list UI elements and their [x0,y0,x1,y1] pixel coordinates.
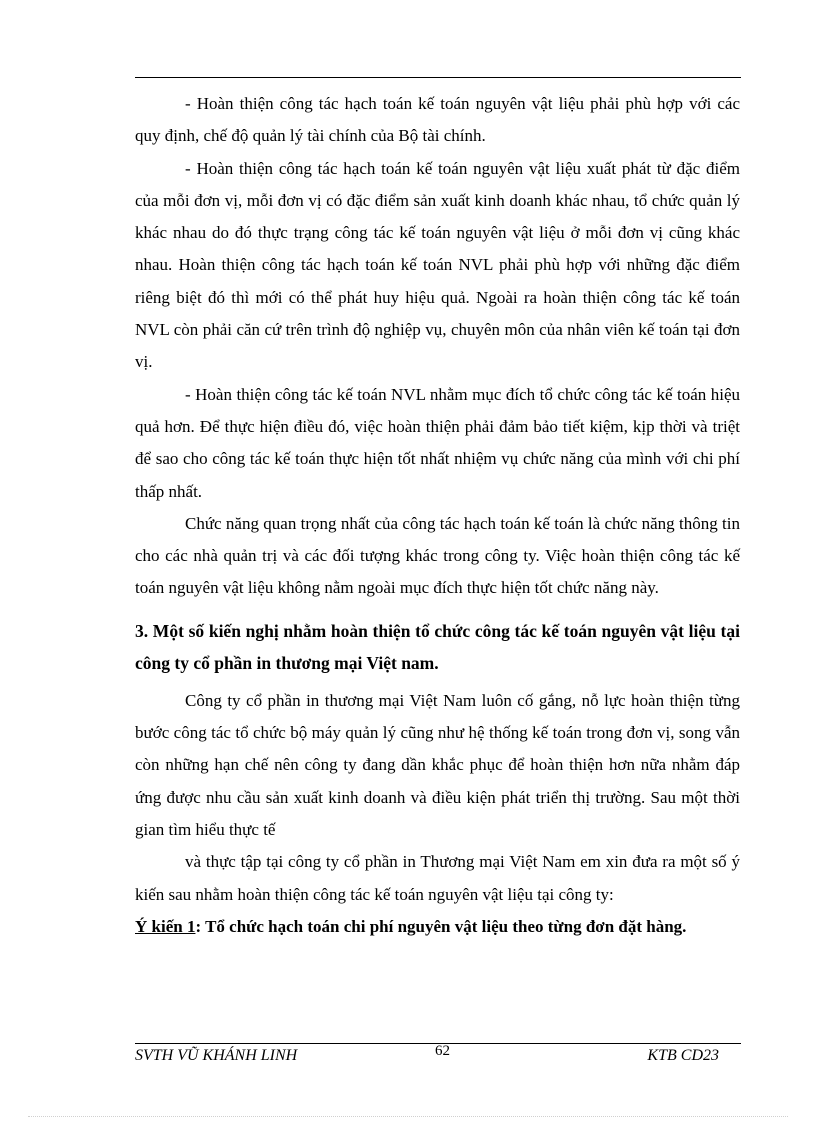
idea-label: Ý kiến 1 [135,916,196,936]
paragraph-4: Chức năng quan trọng nhất của công tác hạch toán kế toán là chức năng thông tin cho các nhà quản trị và các đối tượng khác trong công ty. Việc hoàn thiện công tác kế toán nguyên vật liệu không nằm ngoài mục đích thực hiện tốt chức năng này. [135,513,740,598]
footer-author: SVTH VŨ KHÁNH LINH [135,1047,298,1064]
idea-text: : Tổ chức hạch toán chi phí nguyên vật liệu theo từng đơn đặt hàng. [195,916,687,936]
paragraph-1: - Hoàn thiện công tác hạch toán kế toán nguyên vật liệu phải phù hợp với các quy định, chế độ quản lý tài chính của Bộ tài chính. [135,94,740,146]
idea-1 [135,911,740,943]
page-number: 62 [435,1043,450,1059]
header-rule [135,77,741,78]
page-edge-divider [28,1116,788,1117]
paragraph-2: - Hoàn thiện công tác hạch toán kế toán nguyên vật liệu xuất phát từ đặc điểm của mỗi đơn vị, mỗi đơn vị có đặc điểm sản xuất kinh doanh khác nhau, tổ chức quản lý khác nhau do đó thực trạng công tác kế toán nguyên vật liệu ở mỗi đơn vị cũng khác nhau. Hoàn thiện công tác hạch toán kế toán NVL phải phù hợp với những đặc điểm riêng biệt đó thì mới có thể phát huy hiệu quả. Ngoài ra hoàn thiện công tác kế toán NVL còn phải căn cứ trên trình độ nghiệp vụ, chuyên môn của nhân viên kế toán tại đơn vị. [135,158,740,372]
paragraph-6: và thực tập tại công ty cổ phần in Thương mại Việt Nam em xin đưa ra một số ý kiến sau nhằm hoàn thiện công tác kế toán nguyên vật liệu tại công ty: [135,852,740,904]
section-heading: 3. Một số kiến nghị nhằm hoàn thiện tổ chức công tác kế toán nguyên vật liệu tại công ty cổ phần in thương mại Việt nam. [135,620,740,673]
paragraph-3: - Hoàn thiện công tác kế toán NVL nhằm mục đích tổ chức công tác kế toán hiệu quả hơn. Để thực hiện điều đó, việc hoàn thiện phải đảm bảo tiết kiệm, kịp thời và triệt để sao cho công tác kế toán thực hiện tốt nhất nhiệm vụ chức năng của mình với chi phí thấp nhất. [135,384,740,501]
page-body [135,88,740,943]
footer-class-code: KTB CD23 [647,1047,719,1064]
page-footer [135,1045,741,1069]
paragraph-5: Công ty cổ phần in thương mại Việt Nam luôn cố gắng, nỗ lực hoàn thiện từng bước công tác tổ chức bộ máy quản lý cũng như hệ thống kế toán trong đơn vị, song vẫn còn những hạn chế nên công ty đang dần khắc phục để hoàn thiện hơn nữa nhằm đáp ứng được nhu cầu sản xuất kinh doanh và điều kiện phát triển thị trường. Sau một thời gian tìm hiểu thực tế [135,690,740,839]
